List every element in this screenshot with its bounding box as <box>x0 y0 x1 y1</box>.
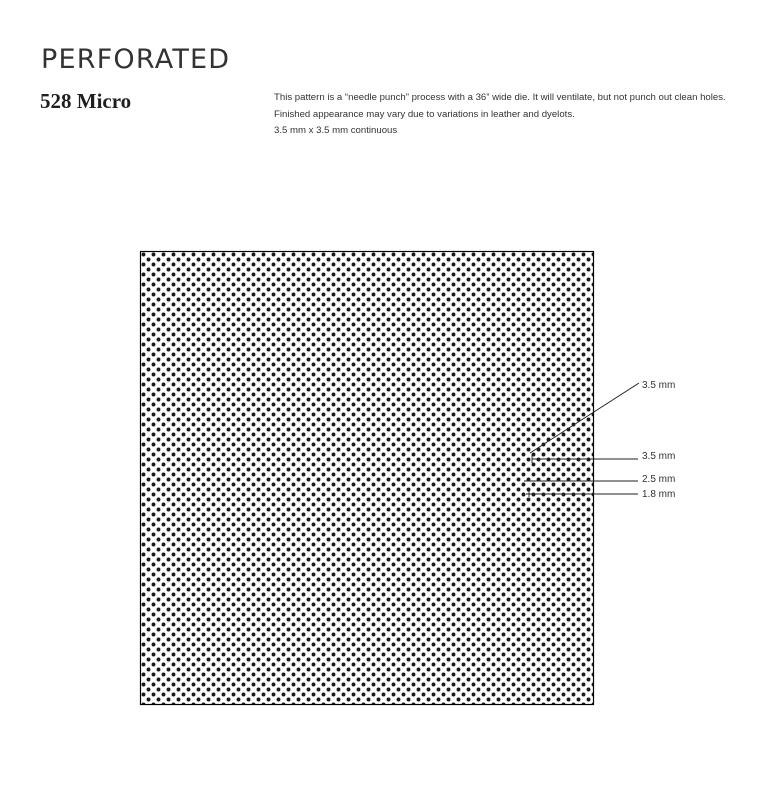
page-title: PERFORATED <box>41 44 231 75</box>
dim-label-offset: 2.5 mm <box>642 474 676 485</box>
description-line: 3.5 mm x 3.5 mm continuous <box>274 125 398 136</box>
dim-label-vertical: 3.5 mm <box>642 451 676 462</box>
dim-label-diagonal: 3.5 mm <box>642 380 676 391</box>
description-line: This pattern is a “needle punch” process with a 36” wide die. It will ventilate, but not punch out clean holes. <box>274 92 726 103</box>
pattern-name: 528 Micro <box>40 89 132 113</box>
dim-label-diameter: 1.8 mm <box>642 489 676 500</box>
perforation-swatch <box>141 252 594 705</box>
description-line: Finished appearance may vary due to variations in leather and dyelots. <box>274 108 575 120</box>
swatch-dots <box>141 252 593 704</box>
